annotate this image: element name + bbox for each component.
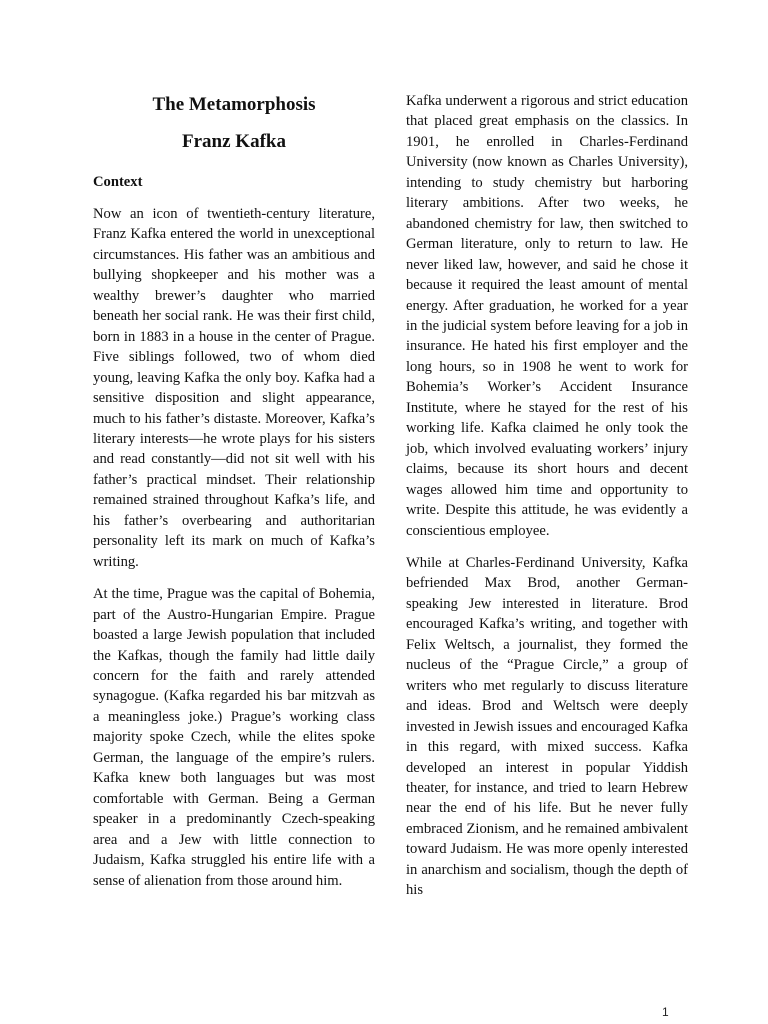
left-column <box>93 88 375 903</box>
page-number: 1 <box>662 1005 669 1019</box>
document-author: Franz Kafka <box>182 131 286 152</box>
paragraph-prague-circle: While at Charles-Ferdinand University, Kafka befriended Max Brod, another German-speaking Jew interested in literature. Brod encouraged Kafka’s writing, and together with Felix Weltsch, a journalist, they formed the nucleus of the “Prague Circle,” a group of writers who met regularly to discuss literature and ideas. Brod and Weltsch were deeply invested in Jewish issues and encouraged Kafka in this regard, with mixed success. Kafka developed an interest in popular Yiddish theater, for instance, and tried to learn Hebrew near the end of his life. But he never fully embraced Zionism, and he remained ambivalent toward Judaism. He was more openly interested in anarchism and socialism, though the depth of his <box>406 554 688 899</box>
paragraph-prague: At the time, Prague was the capital of Bohemia, part of the Austro-Hungarian Empire. Prague boasted a large Jewish population that included the Kafkas, though the family had little daily concern for the faith and rarely attended synagogue. (Kafka regarded his bar mitzvah as a meaningless joke.) Prague’s working class majority spoke Czech, while the elites spoke German, the language of the empire’s rulers. Kafka knew both languages but was most comfortable with German. Being a German speaker in a predominantly Czech-speaking area and a Jew with little connection to Judaism, Kafka struggled his entire life with a sense of alienation from those around him. <box>93 586 375 889</box>
right-column <box>406 91 688 913</box>
paragraph-early-life: Now an icon of twentieth-century literature, Franz Kafka entered the world in unexceptional circumstances. His father was an ambitious and bullying shopkeeper and his mother was a wealthy brewer’s daughter who married beneath her social rank. He was their first child, born in 1883 in a house in the center of Prague. Five siblings followed, two of whom died young, leaving Kafka the only boy. Kafka had a sensitive disposition and slight appearance, much to his father’s distaste. Moreover, Kafka’s literary interests—he wrote plays for his sisters and read constantly—did not sit well with his father’s practical mindset. Their relationship remained strained throughout Kafka’s life, and his father’s overbearing and authoritarian personality left its mark on much of Kafka’s writing. <box>93 206 375 570</box>
document-title: The Metamorphosis <box>152 94 316 115</box>
section-heading-context: Context <box>93 174 143 190</box>
paragraph-education: Kafka underwent a rigorous and strict education that placed great emphasis on the classics. In 1901, he enrolled in Charles-Ferdinand University (now known as Charles University), intending to study chemistry but harboring literary ambitions. After two weeks, he abandoned chemistry for law, then switched to German literature, only to return to law. He never liked law, however, and said he chose it because it required the least amount of mental energy. After graduation, he worked for a year in the judicial system before leaving for a job in insurance. He hated his first employer and the long hours, so in 1908 he went to work for Bohemia’s Worker’s Accident Insurance Institute, where he stayed for the rest of his working life. Kafka claimed he only took the job, which involved evaluating workers’ injury claims, because its short hours and decent wages allowed him time and opportunity to write. Despite this attitude, he was evidently a conscientious employee. <box>406 93 688 539</box>
